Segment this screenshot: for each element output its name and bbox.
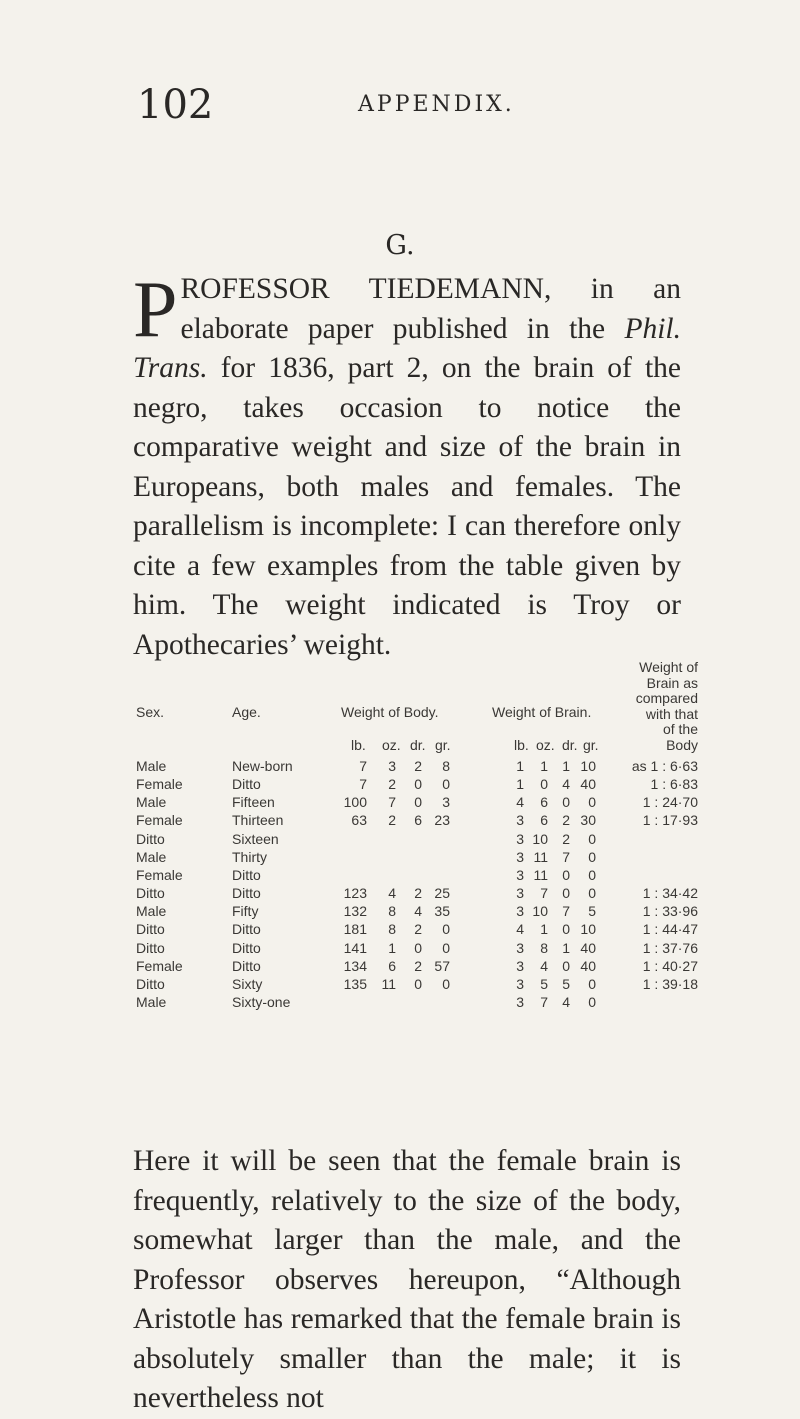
table-row (132, 994, 692, 1012)
cell-brain-lb: 3 (516, 993, 524, 1010)
intro-text-b: for 1836, part 2, on the brain of the negro, takes occasion to notice the comparative weight and size of the brain in Europeans, both males and females. The parallelism is incomplete: I can therefore only cite a few examples from the table given by him. The weight indicated is Troy or Apothecaries’ weight. (133, 352, 681, 661)
cell-brain-dr: 1 (562, 758, 570, 774)
table-row (132, 849, 692, 867)
cell-brain-lb: 3 (516, 957, 524, 974)
cell-age: Sixty-one (232, 993, 291, 1010)
cell-age: Ditto (232, 957, 261, 974)
header-ratio-line2: Brain as (646, 675, 698, 691)
cell-brain-oz: 10 (532, 830, 548, 847)
table-row (132, 831, 692, 849)
cell-body-gr: 3 (442, 794, 450, 811)
cell-brain-lb: 4 (516, 794, 524, 811)
cell-brain-dr: 2 (562, 812, 570, 829)
cell-body-gr: 0 (442, 776, 450, 793)
cell-ratio: 1 : 24·70 (642, 794, 698, 811)
cell-sex: Ditto (136, 939, 165, 956)
cell-age: New-born (232, 758, 293, 774)
table-row (132, 939, 698, 958)
cell-sex: Female (136, 866, 183, 883)
cell-brain-oz: 6 (540, 812, 548, 829)
cell-ratio: 1 : 34·42 (642, 885, 698, 902)
cell-body-lb: 141 (343, 939, 367, 956)
section-heading: G. (385, 230, 415, 261)
cell-sex: Male (136, 993, 167, 1010)
unit-body-oz: oz. (382, 737, 401, 753)
header-sex: Sex. (136, 704, 165, 720)
unit-body-lb: lb. (351, 737, 366, 753)
cell-body-lb: 63 (351, 812, 367, 829)
cell-brain-gr: 0 (588, 866, 596, 883)
cell-age: Ditto (232, 939, 261, 956)
cell-body-gr: 25 (434, 885, 450, 902)
cell-ratio: 1 : 44·47 (642, 921, 698, 938)
cell-body-lb: 7 (359, 758, 367, 774)
cell-age: Ditto (232, 885, 261, 902)
cell-age: Ditto (232, 866, 261, 883)
header-age: Age. (232, 704, 261, 720)
cell-body-dr: 0 (414, 794, 422, 811)
table-row (132, 921, 698, 939)
unit-brain-dr: dr. (562, 737, 578, 753)
cell-brain-lb: 3 (516, 812, 524, 829)
cell-age: Sixty (232, 975, 263, 992)
cell-age: Thirteen (232, 812, 284, 829)
unit-brain-lb: lb. (514, 737, 529, 753)
cell-ratio: 1 : 33·96 (642, 903, 698, 920)
cell-brain-dr: 0 (562, 794, 570, 811)
table-row (132, 812, 698, 830)
cell-brain-gr: 40 (580, 776, 596, 793)
cell-body-dr: 6 (414, 812, 422, 829)
journal-title: Phil. Trans. (133, 312, 681, 384)
cell-brain-oz: 7 (540, 993, 548, 1010)
header-ratio-line4: with that (645, 706, 698, 722)
cell-brain-gr: 0 (588, 885, 596, 902)
cell-brain-gr: 0 (588, 794, 596, 811)
cell-brain-dr: 4 (562, 776, 570, 793)
cell-brain-oz: 1 (540, 758, 548, 774)
cell-body-oz: 2 (388, 776, 396, 793)
table-row (132, 758, 698, 776)
cell-brain-lb: 3 (516, 830, 524, 847)
cell-brain-gr: 30 (580, 812, 596, 829)
cell-brain-oz: 5 (540, 975, 548, 992)
cell-body-lb: 134 (343, 957, 367, 974)
cell-brain-dr: 7 (562, 848, 570, 865)
cell-body-lb: 132 (343, 903, 367, 920)
cell-brain-gr: 40 (580, 939, 596, 956)
cell-sex: Male (136, 903, 167, 920)
header-brain-weight: Weight of Brain. (492, 704, 592, 720)
cell-brain-gr: 10 (580, 758, 596, 774)
cell-brain-dr: 5 (562, 975, 570, 992)
cell-brain-lb: 3 (516, 866, 524, 883)
closing-paragraph: Here it will be seen that the female brain is frequently, relatively to the size of the body, somewhat larger than the male, and the Professor observes hereupon, “Although Aristotle has remarked that the female brain is absolutely smaller than the male; it is nevertheless not (133, 1145, 681, 1414)
running-head: APPENDIX. (358, 92, 515, 117)
cell-body-lb: 100 (343, 794, 367, 811)
cell-body-gr: 23 (434, 812, 450, 829)
header-body-weight: Weight of Body. (341, 704, 439, 720)
cell-sex: Ditto (136, 885, 165, 902)
cell-brain-gr: 0 (588, 848, 596, 865)
cell-brain-oz: 6 (540, 794, 548, 811)
cell-body-lb: 7 (359, 776, 367, 793)
cell-ratio: as 1 : 6·63 (631, 758, 698, 774)
cell-body-lb: 123 (343, 885, 367, 902)
cell-ratio: 1 : 39·18 (642, 975, 698, 992)
cell-ratio: 1 : 17·93 (642, 812, 698, 829)
cell-sex: Male (136, 794, 167, 811)
cell-brain-lb: 4 (516, 921, 524, 938)
cell-brain-oz: 1 (540, 921, 548, 938)
cell-brain-dr: 4 (562, 993, 570, 1010)
cell-brain-dr: 0 (562, 885, 570, 902)
cell-brain-dr: 0 (562, 866, 570, 883)
cell-age: Ditto (232, 776, 261, 793)
cell-body-dr: 0 (414, 939, 422, 956)
cell-body-gr: 0 (442, 939, 450, 956)
cell-body-gr: 8 (442, 758, 450, 774)
cell-body-dr: 2 (414, 758, 422, 774)
cell-body-lb: 181 (343, 921, 367, 938)
cell-brain-oz: 0 (540, 776, 548, 793)
cell-brain-dr: 2 (562, 830, 570, 847)
cell-brain-oz: 4 (540, 957, 548, 974)
cell-brain-lb: 1 (516, 758, 524, 774)
cell-brain-dr: 0 (562, 957, 570, 974)
table-row (132, 776, 698, 794)
cell-sex: Ditto (136, 975, 165, 992)
cell-age: Sixteen (232, 830, 279, 847)
cell-brain-lb: 1 (516, 776, 524, 793)
cell-body-oz: 3 (388, 758, 396, 774)
cell-body-dr: 2 (414, 957, 422, 974)
unit-body-gr: gr. (435, 737, 451, 753)
cell-brain-lb: 3 (516, 848, 524, 865)
cell-age: Ditto (232, 921, 261, 938)
table-row (132, 975, 698, 994)
cell-body-oz: 8 (388, 921, 396, 938)
cell-sex: Male (136, 848, 167, 865)
cell-sex: Male (136, 758, 167, 774)
cell-brain-lb: 3 (516, 939, 524, 956)
header-ratio-line5: of the (662, 721, 698, 737)
cell-sex: Ditto (136, 830, 165, 847)
cell-sex: Female (136, 776, 183, 793)
cell-sex: Ditto (136, 921, 165, 938)
page-number: 102 (137, 82, 214, 128)
cell-brain-gr: 5 (588, 903, 596, 920)
header-ratio-line1: Weight of (639, 659, 698, 675)
cell-body-gr: 0 (442, 921, 450, 938)
cell-body-gr: 57 (434, 957, 450, 974)
cell-brain-dr: 1 (562, 939, 570, 956)
cell-body-dr: 0 (414, 776, 422, 793)
cell-sex: Female (136, 812, 183, 829)
cell-brain-dr: 7 (562, 903, 570, 920)
cell-brain-oz: 7 (540, 885, 548, 902)
cell-ratio: 1 : 6·83 (650, 776, 698, 793)
cell-body-oz: 1 (388, 939, 396, 956)
table-row (132, 867, 692, 885)
table-row (132, 903, 698, 921)
cell-body-lb: 135 (343, 975, 367, 992)
cell-body-oz: 8 (388, 903, 396, 920)
cell-brain-lb: 3 (516, 885, 524, 902)
drop-cap: P (133, 266, 178, 354)
cell-brain-oz: 10 (532, 903, 548, 920)
cell-body-oz: 4 (388, 885, 396, 902)
cell-brain-gr: 10 (580, 921, 596, 938)
table-row (132, 794, 698, 812)
cell-body-oz: 7 (388, 794, 396, 811)
cell-body-dr: 2 (414, 921, 422, 938)
cell-sex: Female (136, 957, 183, 974)
cell-body-dr: 0 (414, 975, 422, 992)
intro-text-a: ROFESSOR TIEDEMANN, in an elaborate paper published in the (180, 273, 681, 345)
header-ratio-line3: compared (635, 690, 698, 706)
cell-body-oz: 2 (388, 812, 396, 829)
cell-brain-dr: 0 (562, 921, 570, 938)
table-row (132, 957, 698, 976)
cell-brain-gr: 0 (588, 993, 596, 1010)
header-ratio-line6: Body (666, 737, 698, 753)
cell-ratio: 1 : 40·27 (642, 957, 698, 974)
cell-body-oz: 11 (381, 975, 396, 992)
cell-age: Fifty (232, 903, 259, 920)
cell-age: Fifteen (232, 794, 275, 811)
cell-body-gr: 0 (442, 975, 450, 992)
cell-brain-lb: 3 (516, 903, 524, 920)
unit-brain-gr: gr. (583, 737, 599, 753)
intro-paragraph (133, 266, 681, 665)
cell-body-dr: 4 (414, 903, 422, 920)
cell-body-gr: 35 (434, 903, 450, 920)
cell-brain-gr: 40 (580, 957, 596, 974)
unit-body-dr: dr. (410, 737, 426, 753)
cell-brain-lb: 3 (516, 975, 524, 992)
cell-body-dr: 2 (414, 885, 422, 902)
unit-brain-oz: oz. (536, 737, 555, 753)
cell-body-oz: 6 (388, 957, 396, 974)
cell-brain-gr: 0 (588, 830, 596, 847)
cell-brain-gr: 0 (588, 975, 596, 992)
cell-brain-oz: 11 (533, 866, 548, 883)
cell-ratio: 1 : 37·76 (642, 939, 698, 956)
cell-brain-oz: 8 (540, 939, 548, 956)
cell-age: Thirty (232, 848, 267, 865)
table-row (132, 885, 698, 903)
cell-brain-oz: 11 (533, 848, 548, 865)
page-header (0, 82, 800, 132)
